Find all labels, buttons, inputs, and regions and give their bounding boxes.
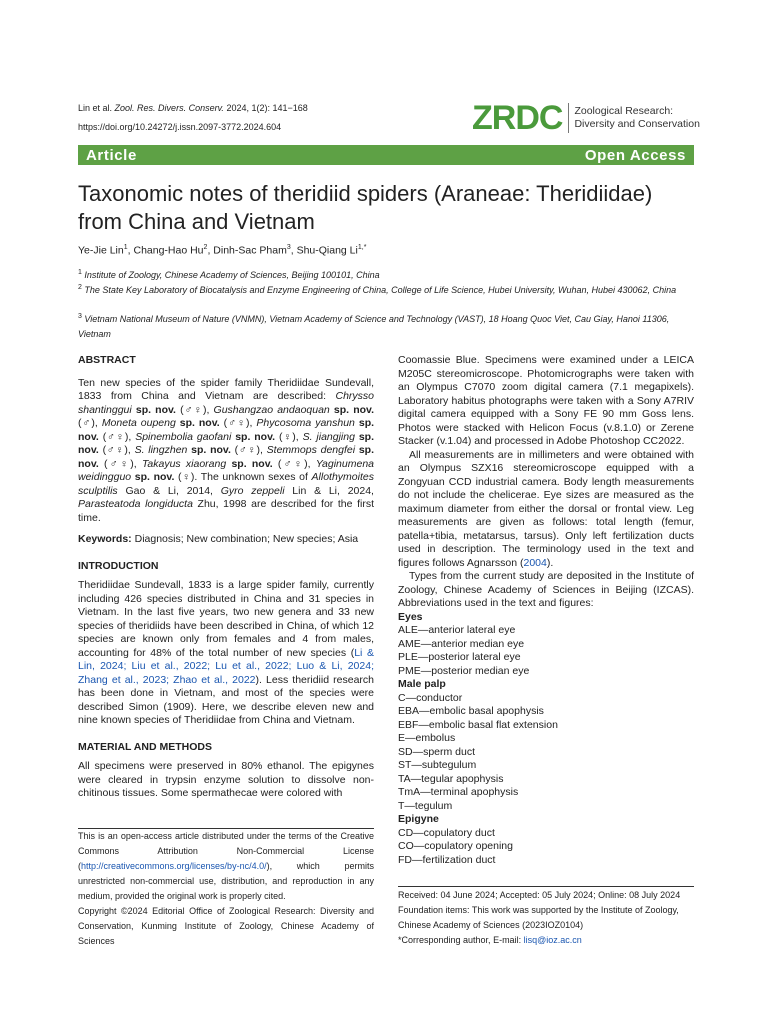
- introduction-text: [78, 579, 374, 728]
- sp-nov: sp. nov.: [78, 417, 375, 443]
- license-note: [78, 829, 374, 949]
- methods-paragraph-continued: Coomassie Blue. Specimens were examined under a LEICA M205C stereomicroscope. Photomicrographs were taken with an Olympus C7070 zoom digital camera (7.1 megapixels). Laboratory habitus photographs were taken with a Sony A7RIV digital camera equipped with a Sony FE 90 mm Goss lens. Photos were stacked with Helicon Focus (v.8.1.0) or Zerene Stacker (v.1.04) and processed in Adobe Photoshop CC2022.: [398, 354, 694, 447]
- abstract-text: [78, 377, 374, 526]
- paper-title: Taxonomic notes of theridiid spiders (Araneae: Theridiidae) from China and Vietnam: [78, 181, 653, 234]
- sp-nov: sp. nov.: [131, 403, 176, 416]
- abbr-item: TmA—terminal apophysis: [398, 786, 519, 798]
- methods-heading: MATERIAL AND METHODS: [78, 740, 212, 753]
- article-label: Article: [86, 146, 137, 164]
- abbr-item: ALE—anterior lateral eye: [398, 624, 516, 636]
- copyright-text: Copyright ©2024 Editorial Office of Zoological Research: Diversity and Conservation, Kunming Institute of Zoology, Chinese Academy of Sciences: [78, 906, 374, 946]
- affiliation-text: Vietnam National Museum of Nature (VNMN), Vietnam Academy of Science and Technology (VAST), 18 Hoang Quoc Viet, Cau Giay, Hanoi 11306, Vietnam: [78, 314, 670, 339]
- abbr-item: T—tegulum: [398, 799, 453, 812]
- species-name: Stemmops dengfei: [266, 444, 356, 456]
- abstract-fragment: (♂♀),: [98, 430, 136, 443]
- affiliation-2: [78, 280, 692, 298]
- affiliation-text: The State Key Laboratory of Biocatalysis and Enzyme Engineering of China, College of Life Science, Hubei University, Wuhan, Hubei 430062, China: [84, 285, 677, 295]
- abbr-heading-eyes: Eyes: [398, 610, 423, 623]
- license-text: ), which permits unrestricted non-commercial use, distribution, and reproduction in any medium, provided the original work is properly cited.: [78, 861, 374, 901]
- license-link[interactable]: http://creativecommons.org/licenses/by-nc/4.0/: [81, 861, 267, 871]
- citation-line: [78, 101, 308, 115]
- affiliation-3: [78, 309, 692, 342]
- author-affiliation-mark: 1: [123, 244, 128, 251]
- methods-fragment: ).: [546, 556, 554, 569]
- sp-nov: sp. nov.: [78, 430, 374, 456]
- introduction-fragment: Theridiidae Sundevall, 1833 is a large spider family, currently including 426 species distributed in China and 31 species in Vietnam. In the last five years, two new genera and 33 new species of theridiids have been described in China, of which 12 species are known only from females and 4 from males, accounting for 48% of the total number of new species (: [78, 579, 374, 659]
- author-affiliation-mark: 1,*: [357, 244, 367, 251]
- author-affiliation-mark: 3: [286, 244, 291, 251]
- logo-line-2: Diversity and Conservation: [574, 118, 700, 130]
- abbr-item: SD—sperm duct: [398, 745, 476, 758]
- logo-line-1: Zoological Research:: [574, 105, 674, 117]
- abbr-item: FD—fertilization duct: [398, 853, 496, 866]
- corresponding-label: *Corresponding author, E-mail:: [398, 935, 524, 945]
- introduction-fragment: ). Less theridiid research has been done in Vietnam, and most of the species were described Simon (1909). Here, we describe eleven new and nine known species of Theridiidae from China and Vietnam.: [78, 673, 375, 726]
- species-name: S. lingzhen: [134, 444, 188, 456]
- logo-divider: [568, 103, 569, 133]
- sp-nov: sp. nov.: [231, 430, 276, 443]
- journal-logo: [472, 101, 700, 135]
- species-name: Gyro zeppeli: [220, 484, 285, 497]
- article-dates: Received: 04 June 2024; Accepted: 05 July 2024; Online: 08 July 2024: [398, 890, 681, 900]
- funding-note: Foundation items: This work was supported by the Institute of Zoology, Chinese Academy of Sciences (2023IOZ0104): [398, 905, 679, 930]
- methods-paragraph-3: Types from the current study are deposited in the Institute of Zoology, Chinese Academy of Sciences in Beijing (IZCAS). Abbreviations used in the text and figures:: [398, 570, 694, 609]
- abstract-fragment: (♂♀),: [175, 403, 214, 416]
- footnote-divider: [398, 886, 694, 887]
- species-name: Takayus xiaorang: [141, 457, 227, 470]
- abbr-heading-palp: Male palp: [398, 678, 446, 690]
- keywords-text: Diagnosis; New combination; New species; Asia: [131, 533, 359, 545]
- methods-paragraph-2: [398, 449, 694, 571]
- open-access-label: Open Access: [584, 146, 686, 164]
- methods-fragment: All measurements are in millimeters and were obtained with an Olympus SZX16 stereomicroscope equipped with a Zongyuan CCD industrial camera. Body length measurements do not include the chelicerae. Eye sizes are measured as the maximum diameter from either the dorsal or frontal view. Leg measurements are given as follows: total length (femur, patella+tibia, metatarsus, tarsus). Only left fertilization ducts used in description. The terminology used in the text and figures follows Agnarsson (: [398, 448, 694, 569]
- abbreviation-list: [398, 611, 694, 868]
- abstract-fragment: (♂♀),: [230, 444, 267, 456]
- abbr-item: EBF—embolic basal flat extension: [398, 718, 558, 731]
- affiliation-number: 3: [78, 313, 82, 320]
- species-name: Gushangzao andaoquan: [213, 403, 330, 416]
- article-info: [398, 888, 694, 948]
- left-column: [78, 354, 374, 801]
- reference-link[interactable]: 2004: [523, 556, 547, 569]
- citation-volume: 2024, 1(2): 141−168: [226, 103, 308, 113]
- abstract-heading: ABSTRACT: [78, 354, 136, 366]
- reference-links[interactable]: Li & Lin, 2024; Liu et al., 2022; Lu et al., 2022; Luo & Li, 2024; Zhang et al., 2023; Zhao et al., 2022: [78, 646, 375, 686]
- abstract-fragment: (♂♀),: [98, 444, 135, 456]
- abstract-fragment: (♀),: [275, 430, 303, 443]
- abstract-fragment: (♂♀),: [272, 457, 316, 470]
- species-name: S. jiangjing: [302, 430, 355, 443]
- keywords-label: Keywords:: [78, 533, 132, 545]
- affiliation-number: 2: [78, 284, 82, 291]
- species-name: Moneta oupeng: [101, 417, 176, 429]
- citation-journal: Zool. Res. Divers. Conserv.: [114, 103, 224, 113]
- author-name: Dinh-Sac Pham: [213, 244, 287, 257]
- abstract-fragment: Gao & Li, 2014,: [117, 484, 221, 497]
- abbr-heading-epigyne: Epigyne: [398, 813, 439, 825]
- species-name: Yaginumena weidingguo: [78, 457, 374, 483]
- sp-nov: sp. nov.: [187, 444, 231, 456]
- author-name: Chang-Hao Hu: [133, 244, 204, 257]
- citation-authors: Lin et al.: [78, 103, 113, 113]
- methods-paragraph: All specimens were preserved in 80% ethanol. The epigynes were cleared in trypsin enzyme solution to dissolve non-chitinous tissues. Some spermathecae were colored with: [78, 760, 374, 799]
- author-name: Shu-Qiang Li: [296, 244, 358, 257]
- abbr-item: ST—subtegulum: [398, 759, 477, 771]
- abbr-item: CO—copulatory opening: [398, 840, 513, 852]
- sp-nov: sp. nov.: [175, 417, 220, 429]
- sp-nov: sp. nov.: [78, 444, 375, 470]
- abbr-item: CD—copulatory duct: [398, 826, 495, 839]
- corresponding-email-link[interactable]: lisq@ioz.ac.cn: [523, 935, 582, 945]
- species-name: Chrysso shantinggui: [78, 390, 374, 416]
- logo-mark: ZRDC: [472, 99, 563, 137]
- abbr-item: C—conductor: [398, 691, 463, 704]
- abbr-item: AME—anterior median eye: [398, 637, 525, 650]
- species-name: Spinembolia gaofani: [135, 430, 232, 443]
- abbr-item: EBA—embolic basal apophysis: [398, 705, 544, 717]
- abbr-item: PLE—posterior lateral eye: [398, 651, 521, 663]
- sp-nov: sp. nov.: [226, 457, 273, 470]
- author-name: Ye-Jie Lin: [78, 244, 124, 257]
- affiliation-text: Institute of Zoology, Chinese Academy of Sciences, Beijing 100101, China: [84, 270, 380, 280]
- species-name: Allothymoites sculptilis: [78, 471, 374, 497]
- corresponding-author: [398, 933, 694, 948]
- abstract-fragment: (♂♀),: [98, 457, 142, 470]
- abstract-fragment: (♂),: [78, 417, 102, 429]
- abstract-fragment: (♀). The unknown sexes of: [174, 471, 312, 483]
- author-affiliation-mark: 2: [203, 244, 208, 251]
- introduction-heading: INTRODUCTION: [78, 559, 159, 572]
- abstract-fragment: Lin & Li, 2024,: [284, 484, 374, 497]
- article-type-bar: [78, 145, 694, 165]
- license-text: This is an open-access article distributed under the terms of the Creative Commons Attribution Non-Commercial License (: [78, 831, 374, 871]
- logo-text: [574, 105, 699, 131]
- abbr-item: E—embolus: [398, 732, 456, 744]
- species-name: Parasteatoda longiducta: [78, 498, 193, 510]
- abstract-fragment: (♂♀),: [219, 417, 257, 429]
- doi-link[interactable]: https://doi.org/10.24272/j.issn.2097-3772.2024.604: [78, 122, 282, 132]
- abstract-fragment: Zhu, 1998 are described for the first time.: [78, 498, 374, 524]
- author-list: Ye-Jie Lin$^1$, Chang-Hao Hu$^2$, Dinh-Sac Pham$^3$, Shu-Qiang $Li^{1,*}$: [78, 244, 367, 257]
- sp-nov: sp. nov.: [329, 403, 375, 416]
- species-name: Phycosoma yanshun: [256, 417, 355, 429]
- right-column: [398, 354, 694, 867]
- affiliation-number: 1: [78, 269, 82, 276]
- keywords: [78, 533, 374, 547]
- abstract-intro: Ten new species of the spider family Theridiidae Sundevall, 1833 from China and Vietnam are described:: [78, 376, 374, 402]
- abbr-item: TA—tegular apophysis: [398, 772, 504, 785]
- abbr-item: PME—posterior median eye: [398, 664, 530, 677]
- sp-nov: sp. nov.: [131, 471, 175, 483]
